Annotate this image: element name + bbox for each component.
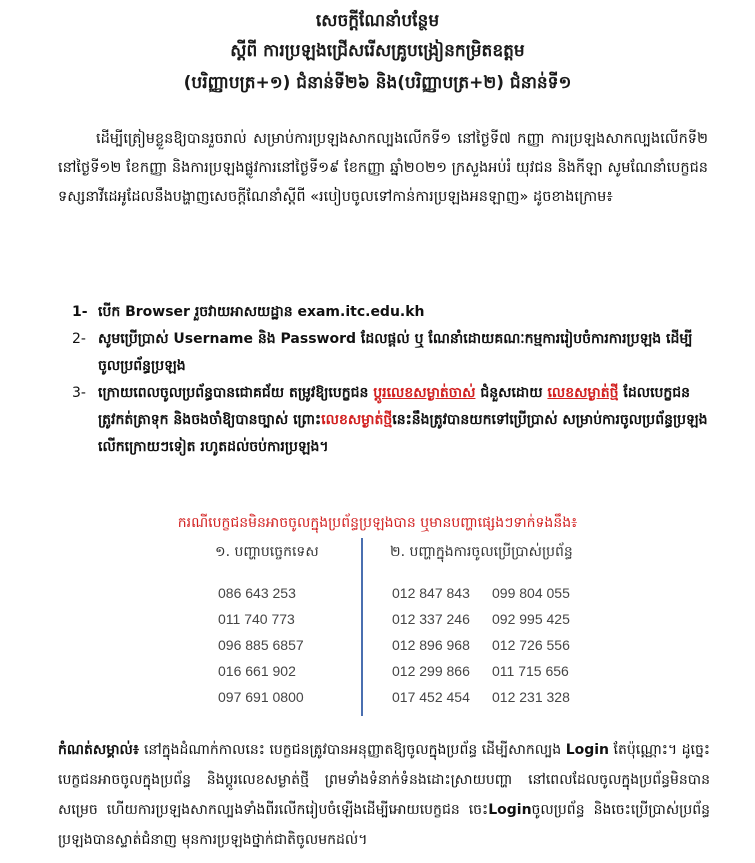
phone-number: 092 995 425: [492, 611, 570, 627]
step-number: 2-: [72, 331, 86, 347]
highlight-new-password: លេខសម្ងាត់ថ្មី: [547, 385, 619, 401]
title-line-2: ស្ដីពី ការប្រឡងជ្រើសរើសគ្រូបង្រៀនកម្រិតឧត្តម: [230, 41, 525, 61]
access-phone-list-a: [392, 580, 470, 710]
note-text: ចូលប្រព័ន្ធ និងចេះប្រើប្រាស់ប្រព័ន្ធប្រឡងបានស្ទាត់ជំនាញ មុនការប្រឡងថ្នាក់ជាតិចូលមកដល់។: [58, 802, 710, 848]
step-2: [72, 326, 712, 380]
system-access-heading: ២. បញ្ហាក្នុងការចូលប្រើប្រាស់ប្រព័ន្ធ: [390, 544, 573, 560]
phone-number: 017 452 454: [392, 689, 470, 705]
note-label: កំណត់សម្គាល់៖: [58, 742, 144, 758]
login-term: Login: [488, 802, 532, 818]
step-number: 3-: [72, 385, 86, 401]
title-line-1: សេចក្ដីណែនាំបន្ថែម: [315, 11, 440, 31]
step-text-part: ដែលបេក្ខជនត្រូវកត់ត្រាទុក និងចងចាំឱ្យបានច្បាស់ ព្រោះ: [98, 385, 691, 428]
phone-number: 012 337 246: [392, 611, 470, 627]
phone-number: 097 691 0800: [218, 689, 304, 705]
login-term: Login: [565, 742, 610, 758]
phone-number: 011 740 773: [218, 611, 295, 627]
step-text-part: ក្រោយពេលចូលប្រព័ន្ធបានជោគជ័យ តម្រូវឱ្យបេក្ខជន: [98, 385, 374, 401]
phone-number: 011 715 656: [492, 663, 569, 679]
step-text: [98, 380, 712, 461]
access-phone-list-b: [492, 580, 570, 710]
steps-list: [72, 299, 712, 461]
phone-number: 096 885 6857: [218, 637, 304, 653]
highlight-new-password-2: លេខសម្ងាត់ថ្មី: [321, 412, 393, 428]
phone-number: 012 847 843: [392, 585, 470, 601]
phone-number: 086 643 253: [218, 585, 296, 601]
note-paragraph: [58, 735, 710, 855]
step-text: បើក Browser រួចវាយអាសយដ្ឋាន exam.itc.edu.kh: [98, 304, 425, 320]
technical-phone-list: [218, 580, 304, 710]
step-text-part: ជំនួសដោយ: [475, 385, 548, 401]
phone-number: 012 299 866: [392, 663, 470, 679]
phone-number: 012 726 556: [492, 637, 570, 653]
step-number: 1-: [72, 304, 88, 320]
step-3: [72, 380, 712, 461]
technical-issues-heading: ១. បញ្ហាបច្ចេកទេស: [215, 544, 319, 560]
phone-number: 012 896 968: [392, 637, 470, 653]
highlight-old-password: ប្ដូរលេខសម្ងាត់ចាស់: [373, 385, 476, 401]
note-text: តែប៉ុណ្ណោះ។ ដូច្នេះ បេក្ខជនអាចចូលក្នុងប្រព័ន្ធ និងប្ដូរលេខសម្ងាត់ថ្មី ព្រមទាំងទំនាក់ទំនងដោះស្រាយបញ្ហា នៅពេលដែលចូលក្នុងប្រព័ន្ធមិនបានសម្រេច ហើយការប្រឡងសាកល្បងទាំងពីរលើករៀបចំឡើងដើម្បីអោយបេក្ខជន ចេះ: [58, 742, 710, 818]
phone-number: 099 804 055: [492, 585, 570, 601]
step-1: [72, 299, 712, 326]
note-text: នៅក្នុងដំណាក់កាលនេះ បេក្ខជនត្រូវបានអនុញ្ញាតឱ្យចូលក្នុងប្រព័ន្ធ ដើម្បីសាកល្បង: [143, 742, 566, 758]
help-contact-title: ករណីបេក្ខជនមិនអាចចូលក្នុងប្រព័ន្ធប្រឡងបាន ឬមានបញ្ហាផ្សេងៗទាក់ទងនឹង៖: [177, 515, 578, 531]
column-divider: [361, 538, 363, 716]
title-line-3: (បរិញ្ញាបត្រ+១) ជំនាន់ទី២៦ និង(បរិញ្ញាបត្រ+២) ជំនាន់ទី១: [183, 73, 572, 93]
step-text: សូមប្រើប្រាស់ Username និង Password ដែលផ្ដល់ ឬ ណែនាំដោយគណៈកម្មការរៀបចំការការប្រឡង ដើម្បីចូលប្រព័ន្ធប្រឡង: [98, 331, 693, 374]
phone-number: 016 661 902: [218, 663, 296, 679]
phone-number: 012 231 328: [492, 689, 570, 705]
intro-paragraph: ដើម្បីត្រៀមខ្លួនឱ្យបានរួចរាល់ សម្រាប់ការប្រឡងសាកល្បងលើកទី១ នៅថ្ងៃទី៧ កញ្ញា ការប្រឡងសាកល្បងលើកទី២ នៅថ្ងៃទី១២ ខែកញ្ញា និងការប្រឡងផ្លូវការនៅថ្ងៃទី១៩ ខែកញ្ញា ឆ្នាំ២០២១ ក្រសួងអប់រំ យុវជន និងកីឡា សូមណែនាំបេក្ខជនទស្សនាវីដេអូដែលនឹងបង្ហាញសេចក្ដីណែនាំស្ដីពី «របៀបចូលទៅកាន់ការប្រឡងអនឡាញ» ដូចខាងក្រោម៖: [58, 131, 708, 205]
step-text-part: នេះនឹងត្រូវបានយកទៅប្រើប្រាស់ សម្រាប់ការចូលប្រព័ន្ធប្រឡងលើកក្រោយៗទៀត រហូតដល់ចប់ការប្រឡង។: [98, 412, 708, 455]
